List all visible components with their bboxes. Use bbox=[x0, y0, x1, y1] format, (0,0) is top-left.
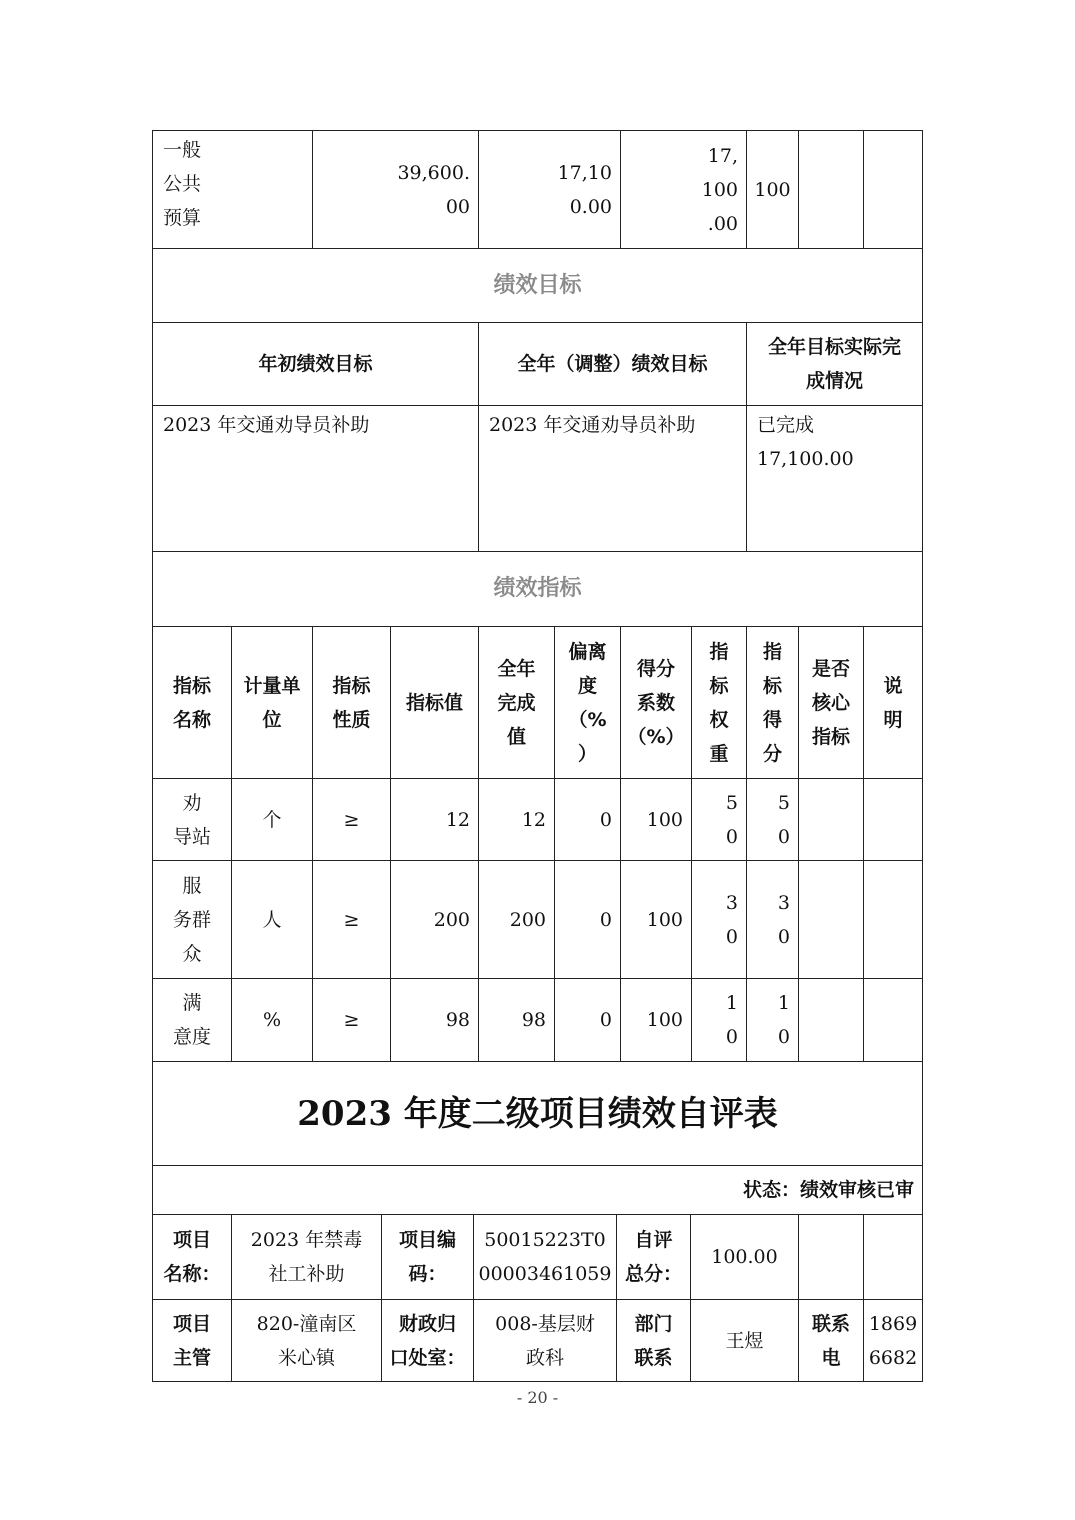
ind-header-completed: 全年 完成 值 bbox=[478, 626, 555, 779]
budget-empty-1 bbox=[798, 130, 864, 249]
ind-row1-value: 12 bbox=[390, 778, 479, 861]
ind-header-score: 指 标 得 分 bbox=[746, 626, 799, 779]
budget-value-1: 39,600. 00 bbox=[312, 130, 479, 249]
ind-row1-nature: ≥ bbox=[312, 778, 391, 861]
goals-actual-value: 已完成 17,100.00 bbox=[746, 405, 923, 552]
form2-contact-value: 王煜 bbox=[690, 1299, 799, 1382]
form2-manager-label: 项目 主管 bbox=[152, 1299, 232, 1382]
goals-header-initial: 年初绩效目标 bbox=[152, 322, 479, 406]
ind-row1-unit: 个 bbox=[231, 778, 313, 861]
form2-manager-value: 820-潼南区 米心镇 bbox=[231, 1299, 382, 1382]
ind-header-core: 是否 核心 指标 bbox=[798, 626, 864, 779]
ind-row1-core bbox=[798, 778, 864, 861]
ind-header-unit: 计量单 位 bbox=[231, 626, 313, 779]
ind-row3-value: 98 bbox=[390, 978, 479, 1062]
budget-value-4: 100 bbox=[746, 130, 799, 249]
ind-row3-coefficient: 100 bbox=[620, 978, 692, 1062]
ind-row2-completed: 200 bbox=[478, 860, 555, 979]
ind-row1-completed: 12 bbox=[478, 778, 555, 861]
form2-title: 2023 年度二级项目绩效自评表 bbox=[152, 1061, 923, 1166]
budget-label: 一般 公共 预算 bbox=[152, 130, 313, 249]
ind-row1-name: 劝 导站 bbox=[152, 778, 232, 861]
form2-project-name-value: 2023 年禁毒 社工补助 bbox=[231, 1214, 382, 1300]
indicators-section-title: 绩效指标 bbox=[152, 551, 923, 627]
ind-row3-score: 1 0 bbox=[746, 978, 799, 1062]
ind-header-note: 说 明 bbox=[863, 626, 923, 779]
ind-header-deviation: 偏离 度 （% ） bbox=[554, 626, 621, 779]
ind-row1-score: 5 0 bbox=[746, 778, 799, 861]
form2-project-name-label: 项目 名称： bbox=[152, 1214, 232, 1300]
ind-row1-coefficient: 100 bbox=[620, 778, 692, 861]
form2-score-label: 自评 总分： bbox=[616, 1214, 691, 1300]
form2-dept-value: 008-基层财 政科 bbox=[473, 1299, 617, 1382]
ind-header-nature: 指标 性质 bbox=[312, 626, 391, 779]
goals-adjusted-value: 2023 年交通劝导员补助 bbox=[478, 405, 747, 552]
ind-row2-name: 服 务群 众 bbox=[152, 860, 232, 979]
ind-row3-note bbox=[863, 978, 923, 1062]
ind-row3-nature: ≥ bbox=[312, 978, 391, 1062]
ind-header-name: 指标 名称 bbox=[152, 626, 232, 779]
form2-project-code-label: 项目编 码： bbox=[381, 1214, 474, 1300]
budget-value-2: 17,10 0.00 bbox=[478, 130, 621, 249]
form2-dept-label: 财政归 口处室： bbox=[381, 1299, 474, 1382]
ind-row2-note bbox=[863, 860, 923, 979]
ind-row2-coefficient: 100 bbox=[620, 860, 692, 979]
form2-status: 状态：绩效审核已审 bbox=[152, 1165, 923, 1215]
form2-phone-label: 联系 电 bbox=[798, 1299, 864, 1382]
goals-header-actual: 全年目标实际完 成情况 bbox=[746, 322, 923, 406]
goals-initial-value: 2023 年交通劝导员补助 bbox=[152, 405, 479, 552]
ind-header-coefficient: 得分 系数 （%） bbox=[620, 626, 692, 779]
ind-row3-weight: 1 0 bbox=[691, 978, 747, 1062]
ind-row3-core bbox=[798, 978, 864, 1062]
ind-row2-deviation: 0 bbox=[554, 860, 621, 979]
ind-row1-deviation: 0 bbox=[554, 778, 621, 861]
budget-value-3: 17, 100 .00 bbox=[620, 130, 747, 249]
budget-empty-2 bbox=[863, 130, 923, 249]
ind-row1-note bbox=[863, 778, 923, 861]
ind-row2-score: 3 0 bbox=[746, 860, 799, 979]
page-number: - 20 - bbox=[516, 1388, 559, 1407]
form2-project-code-value: 50015223T0 00003461059 bbox=[473, 1214, 617, 1300]
goals-section-title: 绩效目标 bbox=[152, 248, 923, 323]
ind-row3-name: 满 意度 bbox=[152, 978, 232, 1062]
ind-row3-unit: % bbox=[231, 978, 313, 1062]
goals-header-adjusted: 全年（调整）绩效目标 bbox=[478, 322, 747, 406]
ind-row1-weight: 5 0 bbox=[691, 778, 747, 861]
form2-empty-2 bbox=[863, 1214, 923, 1300]
ind-row2-core bbox=[798, 860, 864, 979]
ind-header-weight: 指 标 权 重 bbox=[691, 626, 747, 779]
ind-row3-completed: 98 bbox=[478, 978, 555, 1062]
ind-row3-deviation: 0 bbox=[554, 978, 621, 1062]
ind-row2-unit: 人 bbox=[231, 860, 313, 979]
ind-row2-value: 200 bbox=[390, 860, 479, 979]
form2-contact-label: 部门 联系 bbox=[616, 1299, 691, 1382]
form2-score-value: 100.00 bbox=[690, 1214, 799, 1300]
form2-empty-1 bbox=[798, 1214, 864, 1300]
ind-row2-nature: ≥ bbox=[312, 860, 391, 979]
ind-row2-weight: 3 0 bbox=[691, 860, 747, 979]
form2-phone-value: 1869 6682 bbox=[863, 1299, 923, 1382]
ind-header-value: 指标值 bbox=[390, 626, 479, 779]
